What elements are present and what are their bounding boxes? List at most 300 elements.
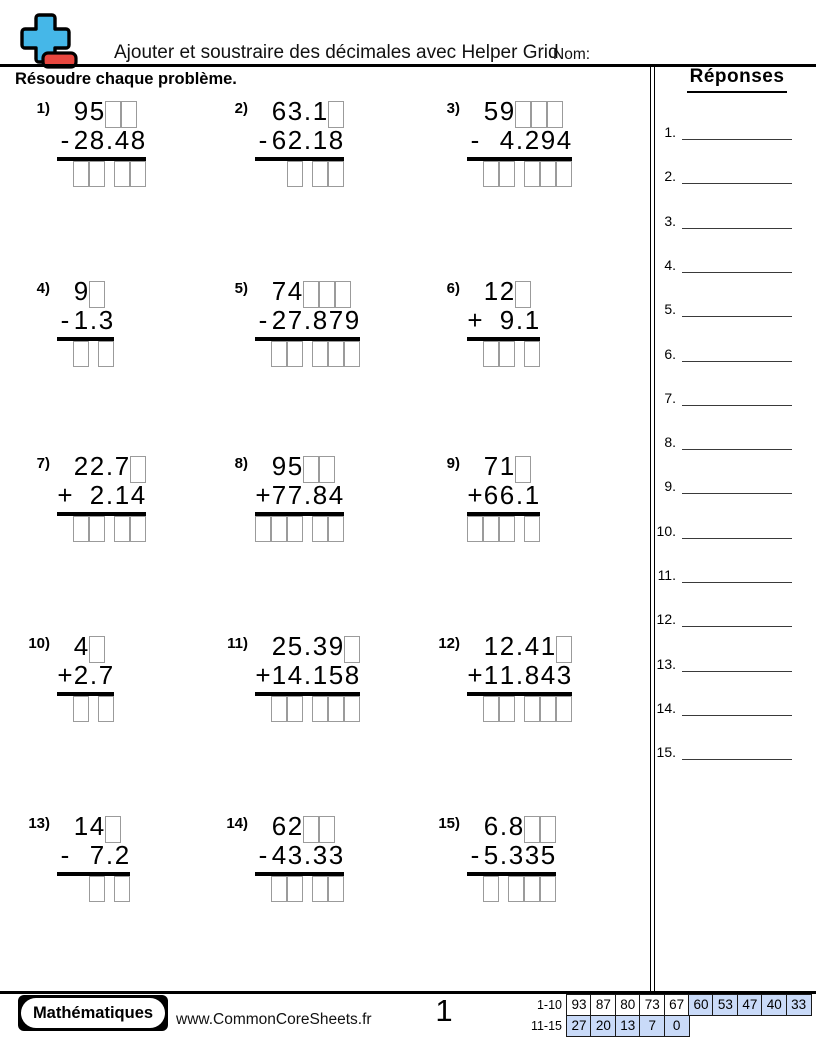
answer-blank-line [682, 163, 792, 184]
problem-block [20, 631, 114, 723]
empty-cell [255, 696, 271, 697]
score-value-cell: 27 [566, 1015, 592, 1037]
operator-sign: - [60, 840, 70, 870]
answer-box [328, 876, 344, 902]
digit-cell: 4 [114, 125, 130, 155]
score-value-cell: 40 [761, 994, 787, 1016]
problem-number-label: 6) [446, 280, 460, 297]
decimal-point: . [303, 840, 312, 870]
answer-box [130, 516, 146, 542]
problem-block [20, 811, 130, 903]
answer-blank-line [682, 562, 792, 583]
answer-box [344, 341, 360, 367]
digit-cell: 4 [540, 660, 556, 690]
decimal-gap [89, 696, 98, 697]
digit-cell: 9 [73, 96, 89, 126]
decimal-gap [515, 696, 524, 697]
decimal-gap [515, 341, 524, 342]
score-range-label: 1-10 [536, 998, 562, 1012]
answer-boxes-row [57, 516, 146, 543]
problem-rows [57, 276, 114, 368]
digit-cell: 6 [483, 480, 499, 510]
digit-cell: 4 [499, 125, 515, 155]
problem-block [430, 451, 540, 543]
empty-cell [73, 868, 89, 869]
digit-cell: 9 [499, 96, 515, 126]
helper-box [531, 101, 547, 128]
bottom-operand-row [57, 480, 146, 509]
answers-title-text: Réponses [687, 66, 788, 93]
problem-block [430, 96, 572, 188]
helper-box [303, 281, 319, 308]
digit-cell: 1 [524, 480, 540, 510]
helper-box [540, 816, 556, 843]
bottom-operand-row [255, 480, 344, 509]
empty-cell [57, 516, 73, 517]
empty-cell [255, 341, 271, 342]
answer-box [524, 161, 540, 187]
digit-cell: 4 [73, 631, 89, 661]
helper-box [515, 456, 531, 483]
answer-box [89, 161, 105, 187]
helper-box [556, 636, 572, 663]
digit-cell: 2 [524, 125, 540, 155]
operator-sign: + [57, 480, 73, 510]
operator-sign: + [57, 660, 73, 690]
answer-blank-line [682, 296, 792, 317]
answer-box [73, 516, 89, 542]
answer-box [483, 876, 499, 902]
answer-boxes-row [255, 161, 344, 188]
digit-cell: 1 [540, 631, 556, 661]
answer-box [255, 516, 271, 542]
answer-box [524, 341, 540, 367]
empty-cell [57, 696, 73, 697]
answer-blank-line [682, 429, 792, 450]
problem-block [218, 451, 344, 543]
answer-number: 4. [664, 256, 676, 273]
decimal-gap [303, 696, 312, 697]
problem-number-label: 13) [28, 815, 50, 832]
digit-cell: 1 [271, 660, 287, 690]
digit-cell: 9 [540, 125, 556, 155]
problem-rows [57, 811, 130, 903]
answer-item [646, 561, 792, 583]
digit-cell: 2 [73, 660, 89, 690]
answer-item [646, 472, 792, 494]
page-title: Ajouter et soustraire des décimales avec Helper Grid [114, 42, 559, 63]
name-label: Nom: [553, 46, 591, 63]
empty-cell [73, 508, 89, 509]
problem-number-label: 3) [446, 100, 460, 117]
digit-cell: 3 [287, 96, 303, 126]
decimal-point: . [89, 660, 98, 690]
answer-item [646, 428, 792, 450]
answers-title [658, 66, 816, 93]
answer-number: 13. [656, 655, 676, 672]
digit-cell: 7 [271, 276, 287, 306]
answer-item [646, 118, 792, 140]
digit-cell: 8 [524, 660, 540, 690]
digit-cell: 2 [114, 840, 130, 870]
digit-cell: 6 [271, 96, 287, 126]
answer-number: 3. [664, 212, 676, 229]
problem-rows [255, 96, 344, 188]
problem-number-label: 9) [446, 455, 460, 472]
problem-rows [255, 811, 344, 903]
operator-sign: + [467, 660, 483, 690]
answer-box [287, 341, 303, 367]
helper-box [130, 456, 146, 483]
answer-number: 15. [656, 744, 676, 761]
score-value-cell: 93 [566, 994, 592, 1016]
score-value-cell: 7 [639, 1015, 665, 1037]
answer-box [328, 161, 344, 187]
digit-cell: 3 [312, 631, 328, 661]
decimal-point: . [303, 480, 312, 510]
empty-cell [57, 161, 73, 162]
answer-box [287, 696, 303, 722]
digit-cell: 5 [89, 96, 105, 126]
answer-blank-line [682, 252, 792, 273]
bottom-operand-row [57, 125, 146, 154]
decimal-gap [499, 876, 508, 877]
top-operand-row [57, 276, 114, 305]
empty-cell [271, 161, 287, 162]
digit-cell: 9 [499, 305, 515, 335]
digit-cell: 4 [89, 811, 105, 841]
operator-sign: - [60, 125, 70, 155]
helper-box [89, 281, 105, 308]
answer-box [483, 341, 499, 367]
answer-boxes-row [255, 341, 360, 368]
operator-sign: - [470, 125, 480, 155]
answer-item [646, 694, 792, 716]
helper-box [319, 456, 335, 483]
answer-box [312, 341, 328, 367]
problem-rows [467, 811, 556, 903]
answer-boxes-row [57, 341, 114, 368]
answer-box [73, 161, 89, 187]
decimal-gap [303, 516, 312, 517]
instruction-text: Résoudre chaque problème. [15, 70, 237, 88]
decimal-point: . [303, 660, 312, 690]
decimal-gap [89, 341, 98, 342]
answer-box [483, 161, 499, 187]
problem-number-label: 10) [28, 635, 50, 652]
answer-boxes-row [57, 876, 130, 903]
problem-block [20, 96, 146, 188]
problem-rows [467, 96, 572, 188]
answer-item [646, 340, 792, 362]
answer-item [646, 295, 792, 317]
digit-cell: 1 [483, 660, 499, 690]
score-value-cell: 0 [664, 1015, 690, 1037]
answer-blank-line [682, 473, 792, 494]
top-operand-row [255, 451, 344, 480]
top-operand-row [57, 631, 114, 660]
digit-cell: 5 [483, 840, 499, 870]
answer-box [98, 696, 114, 722]
top-operand-row [467, 96, 572, 125]
problem-number-label: 5) [234, 280, 248, 297]
digit-cell: 1 [73, 305, 89, 335]
problem-number-label: 8) [234, 455, 248, 472]
digit-cell: 7 [328, 305, 344, 335]
bottom-operand-row [467, 125, 572, 154]
answer-boxes-row [467, 696, 572, 723]
digit-cell: 1 [312, 125, 328, 155]
answer-box [524, 876, 540, 902]
problem-number-label: 7) [36, 455, 50, 472]
digit-cell: 1 [114, 480, 130, 510]
answer-box [89, 876, 105, 902]
decimal-gap [105, 161, 114, 162]
helper-box [547, 101, 563, 128]
decimal-point: . [515, 660, 524, 690]
problem-rows [467, 276, 540, 368]
answer-box [483, 516, 499, 542]
answer-box [287, 876, 303, 902]
digit-cell: 8 [89, 125, 105, 155]
decimal-point: . [515, 125, 524, 155]
digit-cell: 1 [73, 811, 89, 841]
digit-cell: 1 [499, 660, 515, 690]
digit-cell: 3 [328, 840, 344, 870]
answer-box [524, 696, 540, 722]
empty-cell [57, 341, 73, 342]
answer-box [73, 696, 89, 722]
operator-sign: + [255, 660, 271, 690]
score-value-cell: 67 [664, 994, 690, 1016]
digit-cell: 3 [524, 840, 540, 870]
top-operand-row [255, 811, 344, 840]
answer-box [114, 876, 130, 902]
empty-cell [483, 153, 499, 154]
answer-boxes-row [467, 161, 572, 188]
answer-boxes-row [255, 696, 360, 723]
problem-rows [467, 631, 572, 723]
digit-cell: 3 [98, 305, 114, 335]
decimal-point: . [303, 305, 312, 335]
decimal-point: . [499, 840, 508, 870]
problem-rows [255, 276, 360, 368]
digit-cell: 5 [540, 840, 556, 870]
digit-cell: 2 [271, 305, 287, 335]
answer-item [646, 251, 792, 273]
decimal-point: . [105, 451, 114, 481]
score-range-label: 11-15 [530, 1019, 562, 1034]
digit-cell: 3 [556, 660, 572, 690]
score-value-cell: 60 [688, 994, 714, 1016]
digit-cell: 7 [483, 451, 499, 481]
problem-number-label: 12) [438, 635, 460, 652]
empty-cell [57, 876, 73, 877]
answer-blank-line [682, 119, 792, 140]
problem-block [430, 631, 572, 723]
digit-cell: 6 [499, 480, 515, 510]
problem-rows [57, 631, 114, 723]
top-operand-row [57, 451, 146, 480]
answer-box [499, 161, 515, 187]
answer-box [344, 696, 360, 722]
answer-box [271, 516, 287, 542]
score-value-cell: 80 [615, 994, 641, 1016]
score-value-cell: 20 [590, 1015, 616, 1037]
answer-item [646, 162, 792, 184]
helper-box [515, 281, 531, 308]
helper-box [105, 816, 121, 843]
answer-boxes-row [467, 876, 556, 903]
score-value-cell: 13 [615, 1015, 641, 1037]
answer-item [646, 605, 792, 627]
helper-box [89, 636, 105, 663]
decimal-point: . [499, 811, 508, 841]
answer-blank-line [682, 606, 792, 627]
answer-box [130, 161, 146, 187]
digit-cell: 3 [312, 840, 328, 870]
digit-cell: 8 [344, 660, 360, 690]
answer-number: 8. [664, 434, 676, 451]
answer-box [271, 876, 287, 902]
problem-block [20, 451, 146, 543]
bottom-operand-row [255, 125, 344, 154]
brand-badge [18, 995, 168, 1031]
digit-cell: 8 [328, 125, 344, 155]
digit-cell: 5 [328, 660, 344, 690]
answer-blank-line [682, 651, 792, 672]
score-value-cell: 47 [737, 994, 763, 1016]
digit-cell: 8 [508, 811, 524, 841]
digit-cell: 6 [271, 811, 287, 841]
bottom-operand-row [255, 660, 360, 689]
answer-box [328, 696, 344, 722]
digit-cell: 4 [271, 840, 287, 870]
answer-number: 11. [657, 567, 676, 583]
empty-cell [467, 876, 483, 877]
decimal-gap [105, 876, 114, 877]
empty-cell [255, 876, 271, 877]
digit-cell: 8 [130, 125, 146, 155]
helper-box [335, 281, 351, 308]
empty-cell [467, 341, 483, 342]
decimal-gap [303, 341, 312, 342]
top-operand-row [57, 811, 130, 840]
answer-box [271, 696, 287, 722]
helper-box [319, 816, 335, 843]
answer-number: 12. [656, 611, 676, 628]
problem-rows [57, 451, 146, 543]
bottom-operand-row [467, 480, 540, 509]
answer-box [312, 876, 328, 902]
answer-number: 5. [664, 301, 676, 318]
answer-boxes-row [255, 876, 344, 903]
answer-boxes-row [57, 161, 146, 188]
answer-box [89, 516, 105, 542]
answer-number: 6. [664, 345, 676, 362]
answer-number: 9. [664, 478, 676, 495]
answer-item [646, 650, 792, 672]
empty-cell [467, 696, 483, 697]
operator-sign: + [467, 305, 483, 335]
digit-cell: 5 [287, 631, 303, 661]
helper-box [515, 101, 531, 128]
answer-number: 2. [664, 168, 676, 185]
digit-cell: 5 [287, 451, 303, 481]
top-operand-row [467, 451, 540, 480]
decimal-point: . [515, 480, 524, 510]
answer-boxes-row [57, 696, 114, 723]
top-operand-row [255, 631, 360, 660]
answer-item [646, 738, 792, 760]
digit-cell: 4 [524, 631, 540, 661]
digit-cell: 4 [287, 660, 303, 690]
digit-cell: 2 [73, 451, 89, 481]
score-row [516, 994, 812, 1016]
answer-box [114, 516, 130, 542]
decimal-point: . [89, 305, 98, 335]
answer-blank-line [682, 695, 792, 716]
answer-number: 1. [664, 124, 676, 140]
answer-box [328, 516, 344, 542]
decimal-point: . [105, 125, 114, 155]
decimal-gap [515, 516, 524, 517]
page-number: 1 [435, 993, 453, 1028]
score-value-cell: 33 [786, 994, 812, 1016]
digit-cell: 6 [483, 811, 499, 841]
digit-cell: 2 [89, 451, 105, 481]
decimal-point: . [105, 840, 114, 870]
digit-cell: 9 [328, 631, 344, 661]
bottom-operand-row [57, 305, 114, 334]
answer-boxes-row [255, 516, 344, 543]
answer-box [312, 161, 328, 187]
digit-cell: 7 [89, 840, 105, 870]
bottom-operand-row [57, 840, 130, 869]
decimal-point: . [515, 305, 524, 335]
digit-cell: 8 [312, 305, 328, 335]
problem-block [218, 96, 344, 188]
decimal-gap [105, 516, 114, 517]
digit-cell: 3 [287, 840, 303, 870]
decimal-point: . [303, 631, 312, 661]
problem-block [218, 631, 360, 723]
answer-box [312, 696, 328, 722]
answer-box [328, 341, 344, 367]
empty-cell [467, 161, 483, 162]
problem-block [20, 276, 114, 368]
operator-sign: - [258, 125, 268, 155]
problem-number-label: 14) [226, 815, 248, 832]
answer-number: 14. [656, 699, 676, 716]
digit-cell: 4 [130, 480, 146, 510]
answer-item [646, 517, 792, 539]
operator-sign: + [467, 480, 483, 510]
answer-box [524, 516, 540, 542]
helper-box [303, 816, 319, 843]
answer-box [508, 876, 524, 902]
bottom-operand-row [255, 305, 360, 334]
digit-cell: 9 [271, 451, 287, 481]
decimal-gap [303, 876, 312, 877]
answer-blank-line [682, 341, 792, 362]
digit-cell: 7 [98, 660, 114, 690]
answer-box [540, 696, 556, 722]
answer-box [556, 161, 572, 187]
answer-box [114, 161, 130, 187]
answer-box [287, 516, 303, 542]
answer-box [499, 516, 515, 542]
